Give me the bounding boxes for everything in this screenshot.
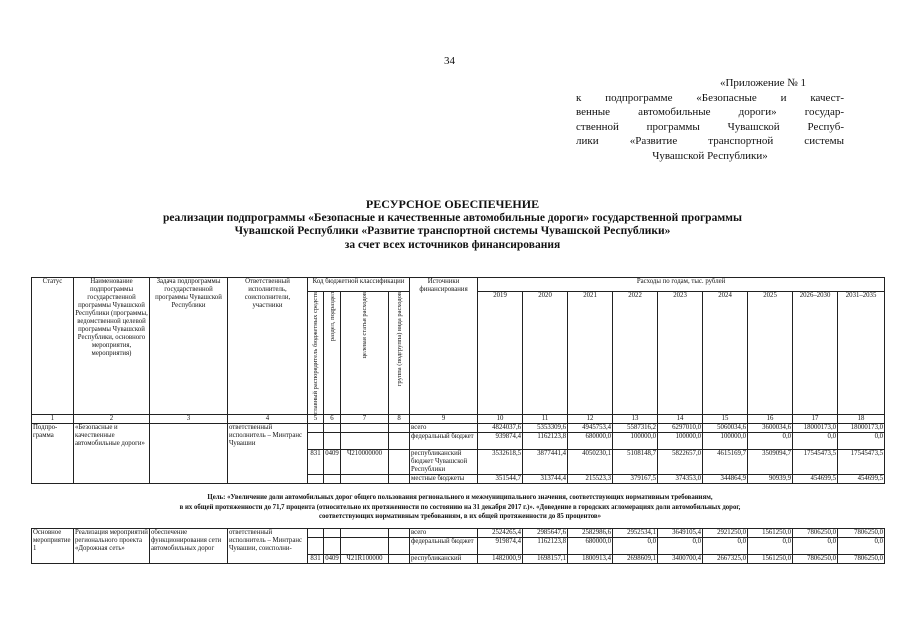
value-cell: 2667325,0 (703, 555, 748, 564)
value-cell: 17545473,5 (838, 449, 885, 474)
value-cell: 1162123,8 (523, 432, 568, 449)
header-name: Наименование подпрограммы государственной программы Чувашской Республики (программы, ведомственной целевой программы Чувашской Республики, основного мероприятия, мероприятия) (74, 278, 150, 415)
col-number: 17 (793, 414, 838, 423)
code-article: Ч21R100000 (341, 555, 389, 564)
subprogram-name: «Безопасные и качественные автомобильные дороги» (74, 423, 150, 483)
code-cell (324, 529, 341, 538)
source-cell: местные бюджеты (410, 474, 478, 483)
year-header: 2026–2030 (793, 292, 838, 415)
col-number: 9 (410, 414, 478, 423)
value-cell: 0,0 (658, 538, 703, 555)
code-group (389, 555, 410, 564)
year-header: 2021 (568, 292, 613, 415)
value-cell: 2952534,1 (613, 529, 658, 538)
code-cell (341, 423, 389, 432)
value-cell: 2921250,0 (703, 529, 748, 538)
appendix-line: венные автомобильные дороги» государ- (576, 106, 844, 118)
value-cell: 1561250,0 (748, 555, 793, 564)
code-cell (389, 423, 410, 432)
subprogram-task (150, 423, 228, 483)
value-cell: 3600034,6 (748, 423, 793, 432)
code-cell (341, 432, 389, 449)
header-budget-code: Код бюджетной классификации (308, 278, 410, 292)
value-cell: 100000,0 (613, 432, 658, 449)
source-cell: всего (410, 529, 478, 538)
value-cell: 0,0 (838, 538, 885, 555)
code-cell (308, 474, 324, 483)
value-cell: 1482000,9 (478, 555, 523, 564)
appendix-line: лики «Развитие транспортной системы (576, 135, 844, 147)
document-title (0, 198, 905, 252)
value-cell: 4824037,6 (478, 423, 523, 432)
value-cell: 454699,5 (793, 474, 838, 483)
code-cell (308, 538, 324, 555)
source-cell: республиканский (410, 555, 478, 564)
appendix-line: Чувашской Республики» (652, 149, 768, 162)
activity-table (31, 528, 885, 564)
value-cell: 1162123,8 (523, 538, 568, 555)
title-line: за счет всех источников финансирования (344, 238, 561, 251)
code-cell (308, 432, 324, 449)
source-cell: всего (410, 423, 478, 432)
value-cell: 4615169,7 (703, 449, 748, 474)
value-cell: 379167,5 (613, 474, 658, 483)
appendix-line: ственной программы Чувашской Респуб- (576, 120, 844, 133)
value-cell: 2985647,6 (523, 529, 568, 538)
header-bc-article: целевая статья расходов (341, 292, 389, 415)
appendix-note (576, 76, 844, 163)
goal-line: в их общей протяженности до 71,7 процента (относительно их протяженности по состоянию на 31 декабря 2017 г.)». «Доведение в городских агломерациях доли автомобильных дорог, (179, 503, 741, 511)
code-cell (341, 538, 389, 555)
value-cell: 919874,4 (478, 538, 523, 555)
year-header: 2020 (523, 292, 568, 415)
value-cell: 7806250,0 (793, 529, 838, 538)
col-number: 7 (341, 414, 389, 423)
title-line: Чувашской Республики «Развитие транспортной системы Чувашской Республики» (234, 225, 671, 237)
value-cell: 351544,7 (478, 474, 523, 483)
value-cell: 344864,9 (703, 474, 748, 483)
value-cell: 4945753,4 (568, 423, 613, 432)
value-cell: 6297010,0 (658, 423, 703, 432)
code-cell (389, 538, 410, 555)
value-cell: 215523,3 (568, 474, 613, 483)
value-cell: 313744,4 (523, 474, 568, 483)
col-number: 6 (324, 414, 341, 423)
code-section: 0409 (325, 555, 339, 562)
value-cell: 0,0 (703, 538, 748, 555)
value-cell: 0,0 (748, 538, 793, 555)
header-expenses: Расходы по годам, тыс. рублей (478, 278, 885, 292)
code-section: 0409 (324, 449, 341, 474)
value-cell: 0,0 (613, 538, 658, 555)
code-cell (308, 529, 324, 538)
value-cell: 3400700,4 (658, 555, 703, 564)
title-line: реализации подпрограммы «Безопасные и качественные автомобильные дороги» государственной программы (163, 211, 742, 224)
year-header: 2025 (748, 292, 793, 415)
value-cell: 3532618,5 (478, 449, 523, 474)
value-cell: 680000,0 (568, 432, 613, 449)
header-executor: Ответственный исполнитель, соисполнители, участники (228, 278, 308, 415)
value-cell: 4050230,1 (568, 449, 613, 474)
value-cell: 939874,4 (478, 432, 523, 449)
value-cell: 5353309,6 (523, 423, 568, 432)
value-cell: 454699,5 (838, 474, 885, 483)
code-cell (341, 474, 389, 483)
source-cell: федеральный бюджет (410, 432, 478, 449)
year-header: 2019 (478, 292, 523, 415)
col-number: 4 (228, 414, 308, 423)
value-cell: 0,0 (748, 432, 793, 449)
value-cell: 100000,0 (703, 432, 748, 449)
value-cell: 100000,0 (658, 432, 703, 449)
value-cell: 7806250,0 (793, 555, 838, 564)
code-cell (308, 423, 324, 432)
code-grbs: 831 (308, 555, 324, 564)
activity-name: Реализация мероприятий регионального проекта «Дорожная сеть» (74, 529, 150, 564)
value-cell: 1698157,1 (523, 555, 568, 564)
value-cell: 1800913,4 (568, 555, 613, 564)
col-number: 15 (703, 414, 748, 423)
col-number: 16 (748, 414, 793, 423)
year-header: 2031–2035 (838, 292, 885, 415)
header-bc-grbs: главный распорядитель бюджетных средств (308, 292, 324, 415)
code-cell (324, 432, 341, 449)
value-cell: 0,0 (793, 538, 838, 555)
header-bc-section: раздел, подраздел (324, 292, 341, 415)
source-cell: федеральный бюджет (410, 538, 478, 555)
appendix-line: к подпрограмме «Безопасные и качест- (576, 91, 844, 104)
value-cell: 2582986,6 (568, 529, 613, 538)
code-cell (389, 474, 410, 483)
subprogram-status: Подпро-грамма (32, 423, 74, 483)
activity-task: обеспечение функционирования сети автомобильных дорог (150, 529, 228, 564)
value-cell: 1561250,0 (748, 529, 793, 538)
value-cell: 0,0 (838, 432, 885, 449)
value-cell: 5060034,6 (703, 423, 748, 432)
header-bc-group: группа (подгруппа) вида расходов (389, 292, 410, 415)
value-cell: 18000173,0 (838, 423, 885, 432)
value-cell: 374353,0 (658, 474, 703, 483)
value-cell: 0,0 (793, 432, 838, 449)
code-cell (324, 538, 341, 555)
value-cell: 7806250,0 (838, 555, 885, 564)
value-cell: 7806250,0 (838, 529, 885, 538)
col-number: 10 (478, 414, 523, 423)
source-cell: республиканский бюджет Чувашской Республики (410, 449, 478, 474)
col-number: 2 (74, 414, 150, 423)
code-cell (389, 529, 410, 538)
code-cell (389, 432, 410, 449)
col-number: 5 (308, 414, 324, 423)
appendix-line: «Приложение № 1 (719, 77, 806, 89)
goal-line: Цель: «Увеличение доли автомобильных дорог общего пользования регионального и межмуниципального значения, соответствующих нормативным требованиям, (207, 494, 713, 501)
year-header: 2022 (613, 292, 658, 415)
col-number: 1 (32, 414, 74, 423)
value-cell: 5822657,0 (658, 449, 703, 474)
code-grbs: 831 (308, 449, 324, 474)
goal-statement (60, 493, 860, 522)
year-header: 2024 (703, 292, 748, 415)
col-number: 14 (658, 414, 703, 423)
header-sources: Источники финансирования (410, 278, 478, 415)
value-cell: 2524265,4 (478, 529, 523, 538)
subprogram-executor: ответственный исполнитель – Минтранс Чувашии (228, 423, 308, 483)
value-cell: 680000,0 (568, 538, 613, 555)
col-number: 3 (150, 414, 228, 423)
code-cell (324, 423, 341, 432)
code-cell (341, 529, 389, 538)
code-cell (324, 474, 341, 483)
resource-table (31, 277, 885, 484)
header-task: Задача подпрограммы государственной программы Чувашской Республики (150, 278, 228, 415)
title-line: РЕСУРСНОЕ ОБЕСПЕЧЕНИЕ (365, 197, 540, 211)
code-group (389, 449, 410, 474)
col-number: 8 (389, 414, 410, 423)
page-number: 34 (444, 55, 455, 67)
value-cell: 2698609,1 (613, 555, 658, 564)
value-cell: 5587316,2 (613, 423, 658, 432)
year-header: 2023 (658, 292, 703, 415)
value-cell: 90939,9 (748, 474, 793, 483)
col-number: 18 (838, 414, 885, 423)
activity-status: Основное мероприятие 1 (32, 529, 74, 564)
value-cell: 17545473,5 (793, 449, 838, 474)
code-article: Ч210000000 (341, 449, 389, 474)
col-number: 12 (568, 414, 613, 423)
goal-line: соответствующих нормативным требованиям, в их общей протяженности до 85 процентов» (318, 513, 601, 520)
value-cell: 5108148,7 (613, 449, 658, 474)
col-number: 13 (613, 414, 658, 423)
header-status: Статус (32, 278, 74, 415)
value-cell: 3509094,7 (748, 449, 793, 474)
value-cell: 3877441,4 (523, 449, 568, 474)
value-cell: 18000173,0 (793, 423, 838, 432)
value-cell: 3649105,4 (658, 529, 703, 538)
activity-executor: ответственный исполнитель – Минтранс Чувашии, соисполни- (228, 529, 308, 564)
col-number: 11 (523, 414, 568, 423)
